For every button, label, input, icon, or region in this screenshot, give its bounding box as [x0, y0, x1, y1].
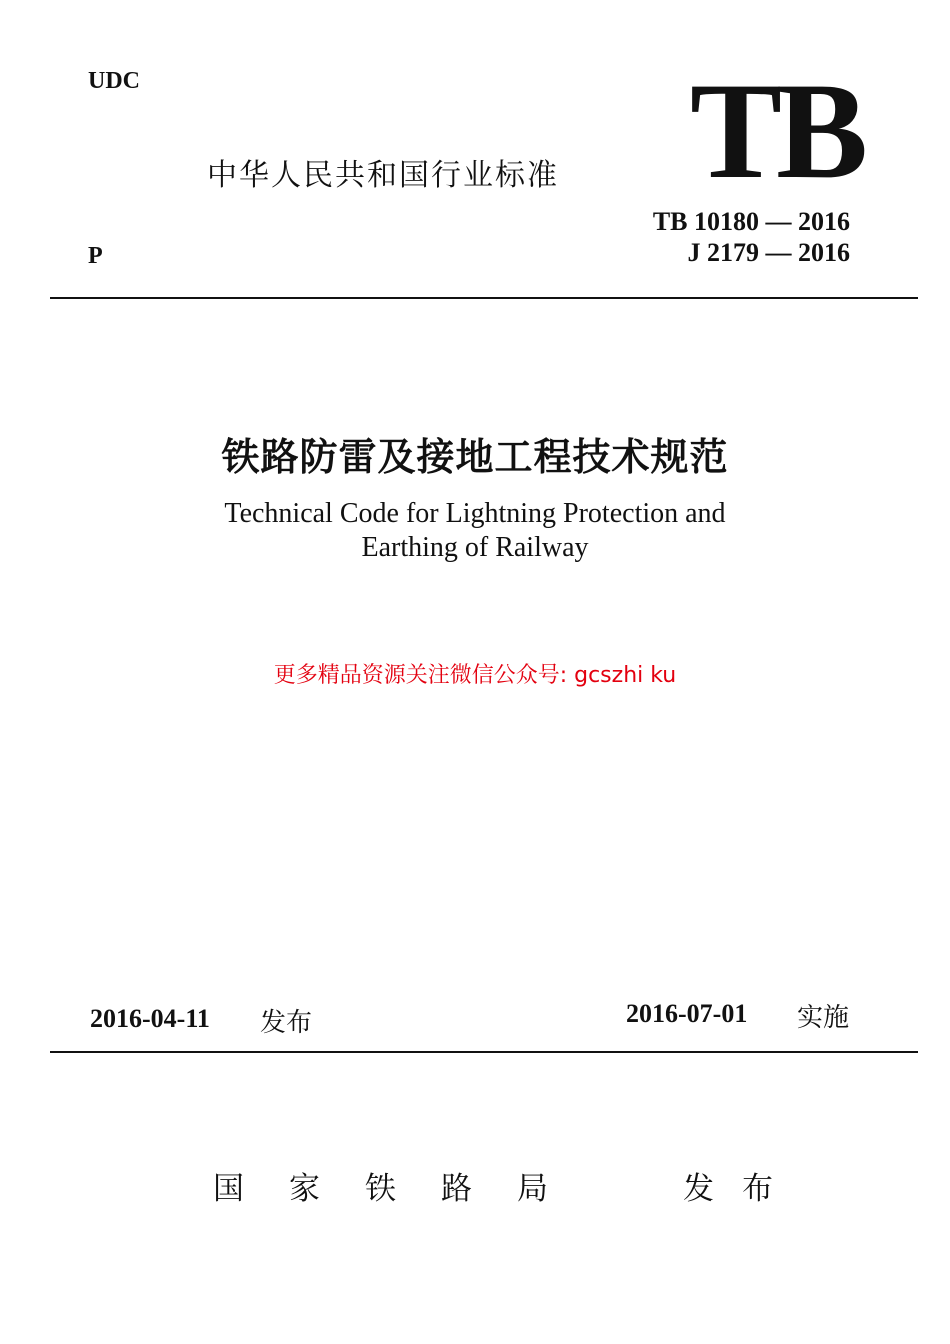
bottom-divider [50, 1051, 918, 1053]
publisher-label: 发布 [683, 1171, 801, 1207]
udc-label: UDC [88, 68, 140, 94]
tb-logo: TB [690, 54, 863, 207]
top-divider [50, 297, 918, 299]
document-title-zh: 铁路防雷及接地工程技术规范 [221, 435, 729, 479]
standard-codes [653, 206, 850, 268]
implement-label: 实施 [797, 1003, 850, 1033]
title-en-line2: Earthing of Railway [361, 532, 589, 563]
standard-type: 中华人民共和国行业标准 [207, 158, 559, 193]
document-title-en [0, 497, 950, 565]
implement-date: 2016-07-01 [626, 999, 748, 1028]
issue-label: 发布 [260, 1008, 313, 1038]
publisher-name: 国家铁路局 [213, 1171, 593, 1207]
category-label: P [88, 243, 103, 269]
title-en-line1: Technical Code for Lightning Protection and [224, 498, 726, 529]
promo-watermark: 更多精品资源关注微信公众号: gcszhi ku [273, 663, 677, 688]
code-secondary: J 2179 — 2016 [687, 238, 850, 267]
code-primary: TB 10180 — 2016 [652, 207, 850, 236]
issue-date: 2016-04-11 [90, 1004, 210, 1033]
